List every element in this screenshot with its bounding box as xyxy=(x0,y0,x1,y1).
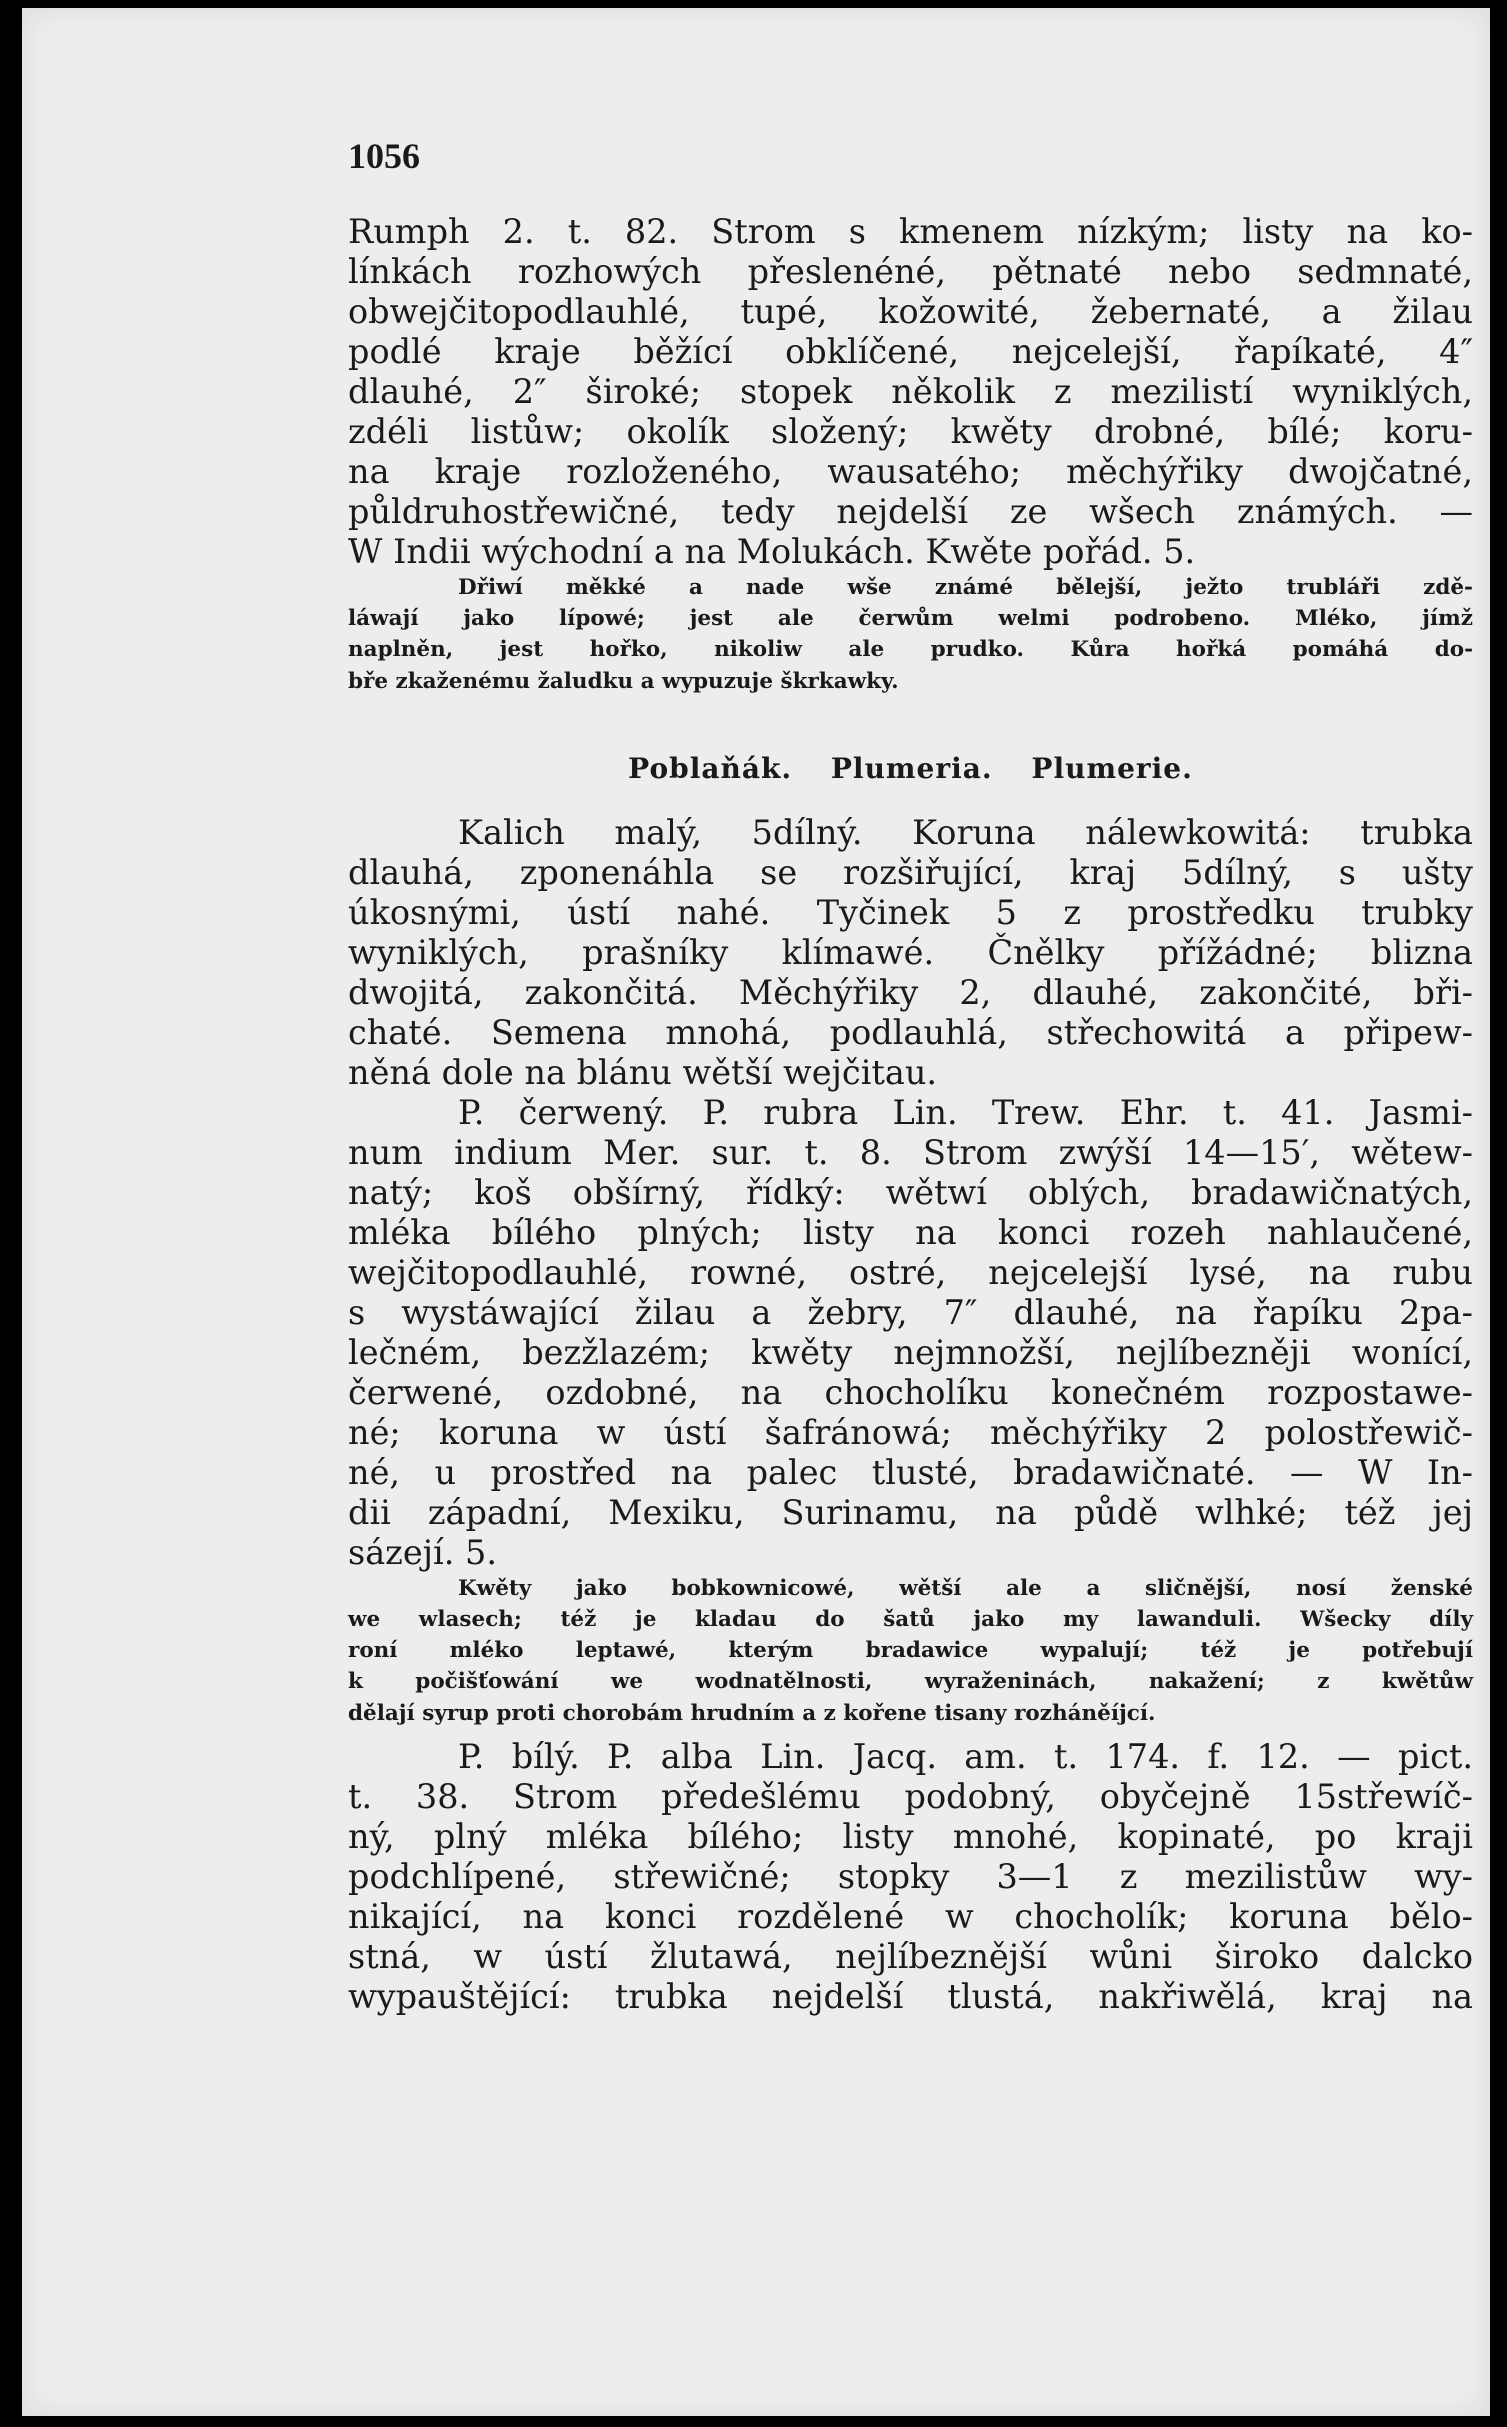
text-line: né, u prostřed na palec tlusté, bradawičnaté. — W In- xyxy=(348,1452,1473,1492)
note-line: Kwěty jako bobkownicowé, wětší ale a sličnější, nosí ženské xyxy=(458,1575,1473,1601)
text-line: sázejí. 5. xyxy=(348,1532,497,1572)
text-line: né; koruna w ústí šafránowá; měchýřiky 2 polostřewič- xyxy=(348,1412,1473,1452)
genus-name-french: Plumerie. xyxy=(1031,751,1193,785)
note-line: bře zkaženému žaludku a wypuzuje škrkawky. xyxy=(348,668,899,694)
text-line: natý; koš obšírný, řídký: wětwí oblých, bradawičnatých, xyxy=(348,1172,1473,1212)
text-line: wyniklých, prašníky klímawé. Čnělky přížádné; blizna xyxy=(348,932,1473,972)
text-line: Rumph 2. t. 82. Strom s kmenem nízkým; listy na ko- xyxy=(348,212,1473,251)
text-line: W Indii wýchodní a na Molukách. Kwěte pořád. 5. xyxy=(348,532,1196,571)
text-line: nikající, na konci rozdělené w chocholík; koruna bělo- xyxy=(348,1896,1473,1936)
note-line: láwají jako lípowé; jest ale čerwům welmi podrobeno. Mléko, jímž xyxy=(348,606,1473,632)
text-line: dlauhé, 2″ široké; stopek několik z mezilistí wyniklých, xyxy=(348,372,1473,411)
text-line: něná dole na blánu wětší wejčitau. xyxy=(348,1052,938,1092)
text-line: dwojitá, zakončitá. Měchýřiky 2, dlauhé, zakončité, bři- xyxy=(348,972,1473,1012)
text-line: dii západní, Mexiku, Surinamu, na půdě wlhké; též jej xyxy=(348,1492,1473,1532)
species-alba xyxy=(348,1737,1473,2017)
note-line: naplněn, jest hořko, nikoliw ale prudko. Kůra hořká pomáhá do- xyxy=(348,637,1473,663)
note-line: we wlasech; též je kladau do šatů jako my lawanduli. Wšecky díly xyxy=(348,1607,1473,1633)
text-line: obwejčitopodlauhlé, tupé, kožowité, žebernaté, a žilau xyxy=(348,292,1473,331)
text-line: P. bílý. P. alba Lin. Jacq. am. t. 174. f. 12. — pict. xyxy=(458,1736,1473,1776)
text-line: podchlípené, střewičné; stopky 3—1 z mezilistůw wy- xyxy=(348,1856,1473,1896)
text-line: s wystáwající žilau a žebry, 7″ dlauhé, na řapíku 2pa- xyxy=(348,1292,1473,1332)
note-line: dělají syrup proti chorobám hrudním a z kořene tisany rozháněíjcí. xyxy=(348,1700,1156,1726)
text-line: lečném, bezžlazém; kwěty nejmnožší, nejlíbezněji wonící, xyxy=(348,1332,1473,1372)
text-line: P. čerwený. P. rubra Lin. Trew. Ehr. t. 41. Jasmi- xyxy=(458,1092,1473,1132)
text-line: podlé kraje běžící obklíčené, nejcelejší, řapíkaté, 4″ xyxy=(348,332,1473,371)
text-line: čerwené, ozdobné, na chocholíku konečném rozpostawe- xyxy=(348,1372,1473,1412)
text-line: chaté. Semena mnohá, podlauhlá, střechowitá a připew- xyxy=(348,1012,1473,1052)
genus-name-czech: Poblaňák. xyxy=(628,751,793,785)
species-rubra xyxy=(348,1093,1473,1573)
note-line: Dřiwí měkké a nade wše známé bělejší, ježto trubláři zdě- xyxy=(458,575,1473,600)
text-line: t. 38. Strom předešlému podobný, obyčejně 15střewíč- xyxy=(348,1776,1473,1816)
text-line: wypauštějící: trubka nejdelší tlustá, nakřiwělá, kraj na xyxy=(348,1976,1473,2016)
spacer xyxy=(348,1729,1473,1737)
book-page xyxy=(22,8,1490,2416)
note-line: k počišťowání we wodnatělnosti, wyraženinách, nakažení; z kwětůw xyxy=(348,1669,1473,1695)
page-content xyxy=(348,126,1473,2017)
text-line: Kalich malý, 5dílný. Koruna nálewkowitá: trubka xyxy=(458,812,1473,852)
text-line: línkách rozhowých přeslenéné, pětnaté nebo sedmnaté, xyxy=(348,252,1473,291)
text-line: na kraje rozloženého, wausatého; měchýřiky dwojčatné, xyxy=(348,452,1473,491)
genus-name-latin: Plumeria. xyxy=(830,751,993,785)
text-line: ný, plný mléka bílého; listy mnohé, kopinaté, po kraji xyxy=(348,1816,1473,1856)
genus-description xyxy=(348,813,1473,1093)
text-line: úkosnými, ústí nahé. Tyčinek 5 z prostředku trubky xyxy=(348,892,1473,932)
text-line: stná, w ústí žlutawá, nejlíbeznější wůni široko dalcko xyxy=(348,1936,1473,1976)
section-note xyxy=(348,572,1473,697)
note-line: roní mléko leptawé, kterým bradawice wypalují; též je potřebují xyxy=(348,1638,1473,1664)
genus-heading xyxy=(348,747,1473,791)
text-line: wejčitopodlauhlé, rowné, ostré, nejcelejší lysé, na rubu xyxy=(348,1252,1473,1292)
species-rubra-note xyxy=(348,1573,1473,1729)
text-line: půldruhostřewičné, tedy nejdelší ze wšech známých. — xyxy=(348,492,1473,531)
section-main-text xyxy=(348,212,1473,572)
text-line: zdéli listůw; okolík složený; kwěty drobné, bílé; koru- xyxy=(348,412,1473,451)
page-number: 1056 xyxy=(348,136,420,176)
text-line: dlauhá, zponenáhla se rozšiřující, kraj 5dílný, s ušty xyxy=(348,852,1473,892)
text-line: num indium Mer. sur. t. 8. Strom zwýší 14—15′, wětew- xyxy=(348,1132,1473,1172)
text-line: mléka bílého plných; listy na konci rozeh nahlaučené, xyxy=(348,1212,1473,1252)
